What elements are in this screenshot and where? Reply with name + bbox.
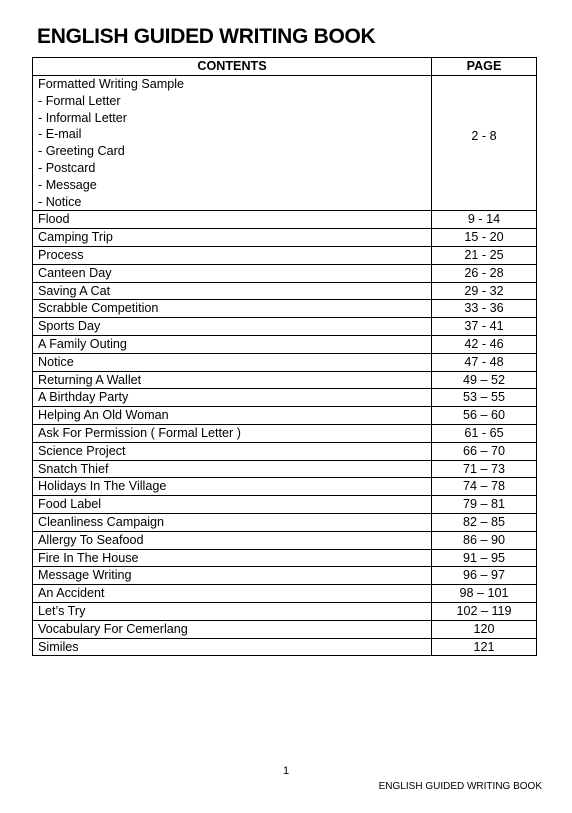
entry-title: Holidays In The Village — [33, 478, 432, 496]
table-row — [33, 389, 537, 407]
entry-page: 37 - 41 — [432, 318, 537, 336]
entry-title: An Accident — [33, 585, 432, 603]
table-row — [33, 300, 537, 318]
entry-title: Food Label — [33, 496, 432, 514]
table-row — [33, 264, 537, 282]
entry-page: 96 – 97 — [432, 567, 537, 585]
table-row — [33, 567, 537, 585]
entry-page: 98 – 101 — [432, 585, 537, 603]
contents-table — [32, 57, 537, 656]
subitem: - Informal Letter — [38, 110, 127, 125]
entry-page: 42 - 46 — [432, 335, 537, 353]
entry-title: Returning A Wallet — [33, 371, 432, 389]
entry-page: 120 — [432, 620, 537, 638]
entry-title: Canteen Day — [33, 264, 432, 282]
entry-page: 15 - 20 — [432, 229, 537, 247]
entry-title: Ask For Permission ( Formal Letter ) — [33, 424, 432, 442]
entry-page: 86 – 90 — [432, 531, 537, 549]
entry-title: Cleanliness Campaign — [33, 513, 432, 531]
page-header: PAGE — [432, 58, 537, 76]
table-row — [33, 211, 537, 229]
table-row — [33, 602, 537, 620]
entry-page: 53 – 55 — [432, 389, 537, 407]
entry-title: Vocabulary For Cemerlang — [33, 620, 432, 638]
entry-page: 61 - 65 — [432, 424, 537, 442]
entry-page: 102 – 119 — [432, 602, 537, 620]
entry-title: Similes — [33, 638, 432, 656]
entry-title: A Birthday Party — [33, 389, 432, 407]
subitem: - Message — [38, 177, 97, 192]
table-row — [33, 353, 537, 371]
entry-title: Camping Trip — [33, 229, 432, 247]
table-row — [33, 496, 537, 514]
table-row — [33, 371, 537, 389]
contents-body — [33, 76, 537, 656]
entry-title: Saving A Cat — [33, 282, 432, 300]
entry-title: Allergy To Seafood — [33, 531, 432, 549]
footer-title: ENGLISH GUIDED WRITING BOOK — [378, 781, 542, 792]
entry-page: 29 - 32 — [432, 282, 537, 300]
table-row — [33, 424, 537, 442]
entry-title: Notice — [33, 353, 432, 371]
entry-page: 2 - 8 — [432, 76, 537, 211]
entry-page: 9 - 14 — [432, 211, 537, 229]
table-row — [33, 229, 537, 247]
subitem: - Postcard — [38, 160, 96, 175]
entry-page: 21 - 25 — [432, 246, 537, 264]
entry-title: Helping An Old Woman — [33, 407, 432, 425]
entry-page: 74 – 78 — [432, 478, 537, 496]
table-row — [33, 282, 537, 300]
table-row — [33, 638, 537, 656]
entry-title: A Family Outing — [33, 335, 432, 353]
entry-page: 56 – 60 — [432, 407, 537, 425]
table-row — [33, 318, 537, 336]
page-number: 1 — [282, 765, 290, 777]
entry-title: Process — [33, 246, 432, 264]
entry-page: 71 – 73 — [432, 460, 537, 478]
entry-page: 91 – 95 — [432, 549, 537, 567]
entry-page: 66 – 70 — [432, 442, 537, 460]
table-row — [33, 585, 537, 603]
table-row — [33, 531, 537, 549]
table-row-formatted-writing — [33, 76, 537, 211]
entry-title: Flood — [33, 211, 432, 229]
table-row — [33, 513, 537, 531]
table-header-row — [33, 58, 537, 76]
entry-title: Message Writing — [33, 567, 432, 585]
entry-title: Snatch Thief — [33, 460, 432, 478]
entry-title: Scrabble Competition — [33, 300, 432, 318]
subitem: - Notice — [38, 194, 82, 209]
table-row — [33, 442, 537, 460]
table-row — [33, 549, 537, 567]
subitem: - Greeting Card — [38, 144, 125, 159]
entry-title: Sports Day — [33, 318, 432, 336]
subitem: - E-mail — [38, 127, 82, 142]
table-row — [33, 460, 537, 478]
entry-title: Fire In The House — [33, 549, 432, 567]
entry-page: 33 - 36 — [432, 300, 537, 318]
contents-header: CONTENTS — [33, 58, 432, 76]
entry-page: 49 – 52 — [432, 371, 537, 389]
entry-page: 121 — [432, 638, 537, 656]
table-row — [33, 620, 537, 638]
table-row — [33, 407, 537, 425]
subitem: - Formal Letter — [38, 93, 121, 108]
entry-title-cell — [33, 76, 432, 211]
page-title: ENGLISH GUIDED WRITING BOOK — [37, 25, 376, 48]
entry-page: 79 – 81 — [432, 496, 537, 514]
table-row — [33, 246, 537, 264]
table-row — [33, 478, 537, 496]
entry-title: Science Project — [33, 442, 432, 460]
entry-page: 47 - 48 — [432, 353, 537, 371]
entry-page: 82 – 85 — [432, 513, 537, 531]
entry-title: Let’s Try — [33, 602, 432, 620]
table-row — [33, 335, 537, 353]
entry-title: Formatted Writing Sample — [38, 77, 185, 91]
entry-page: 26 - 28 — [432, 264, 537, 282]
